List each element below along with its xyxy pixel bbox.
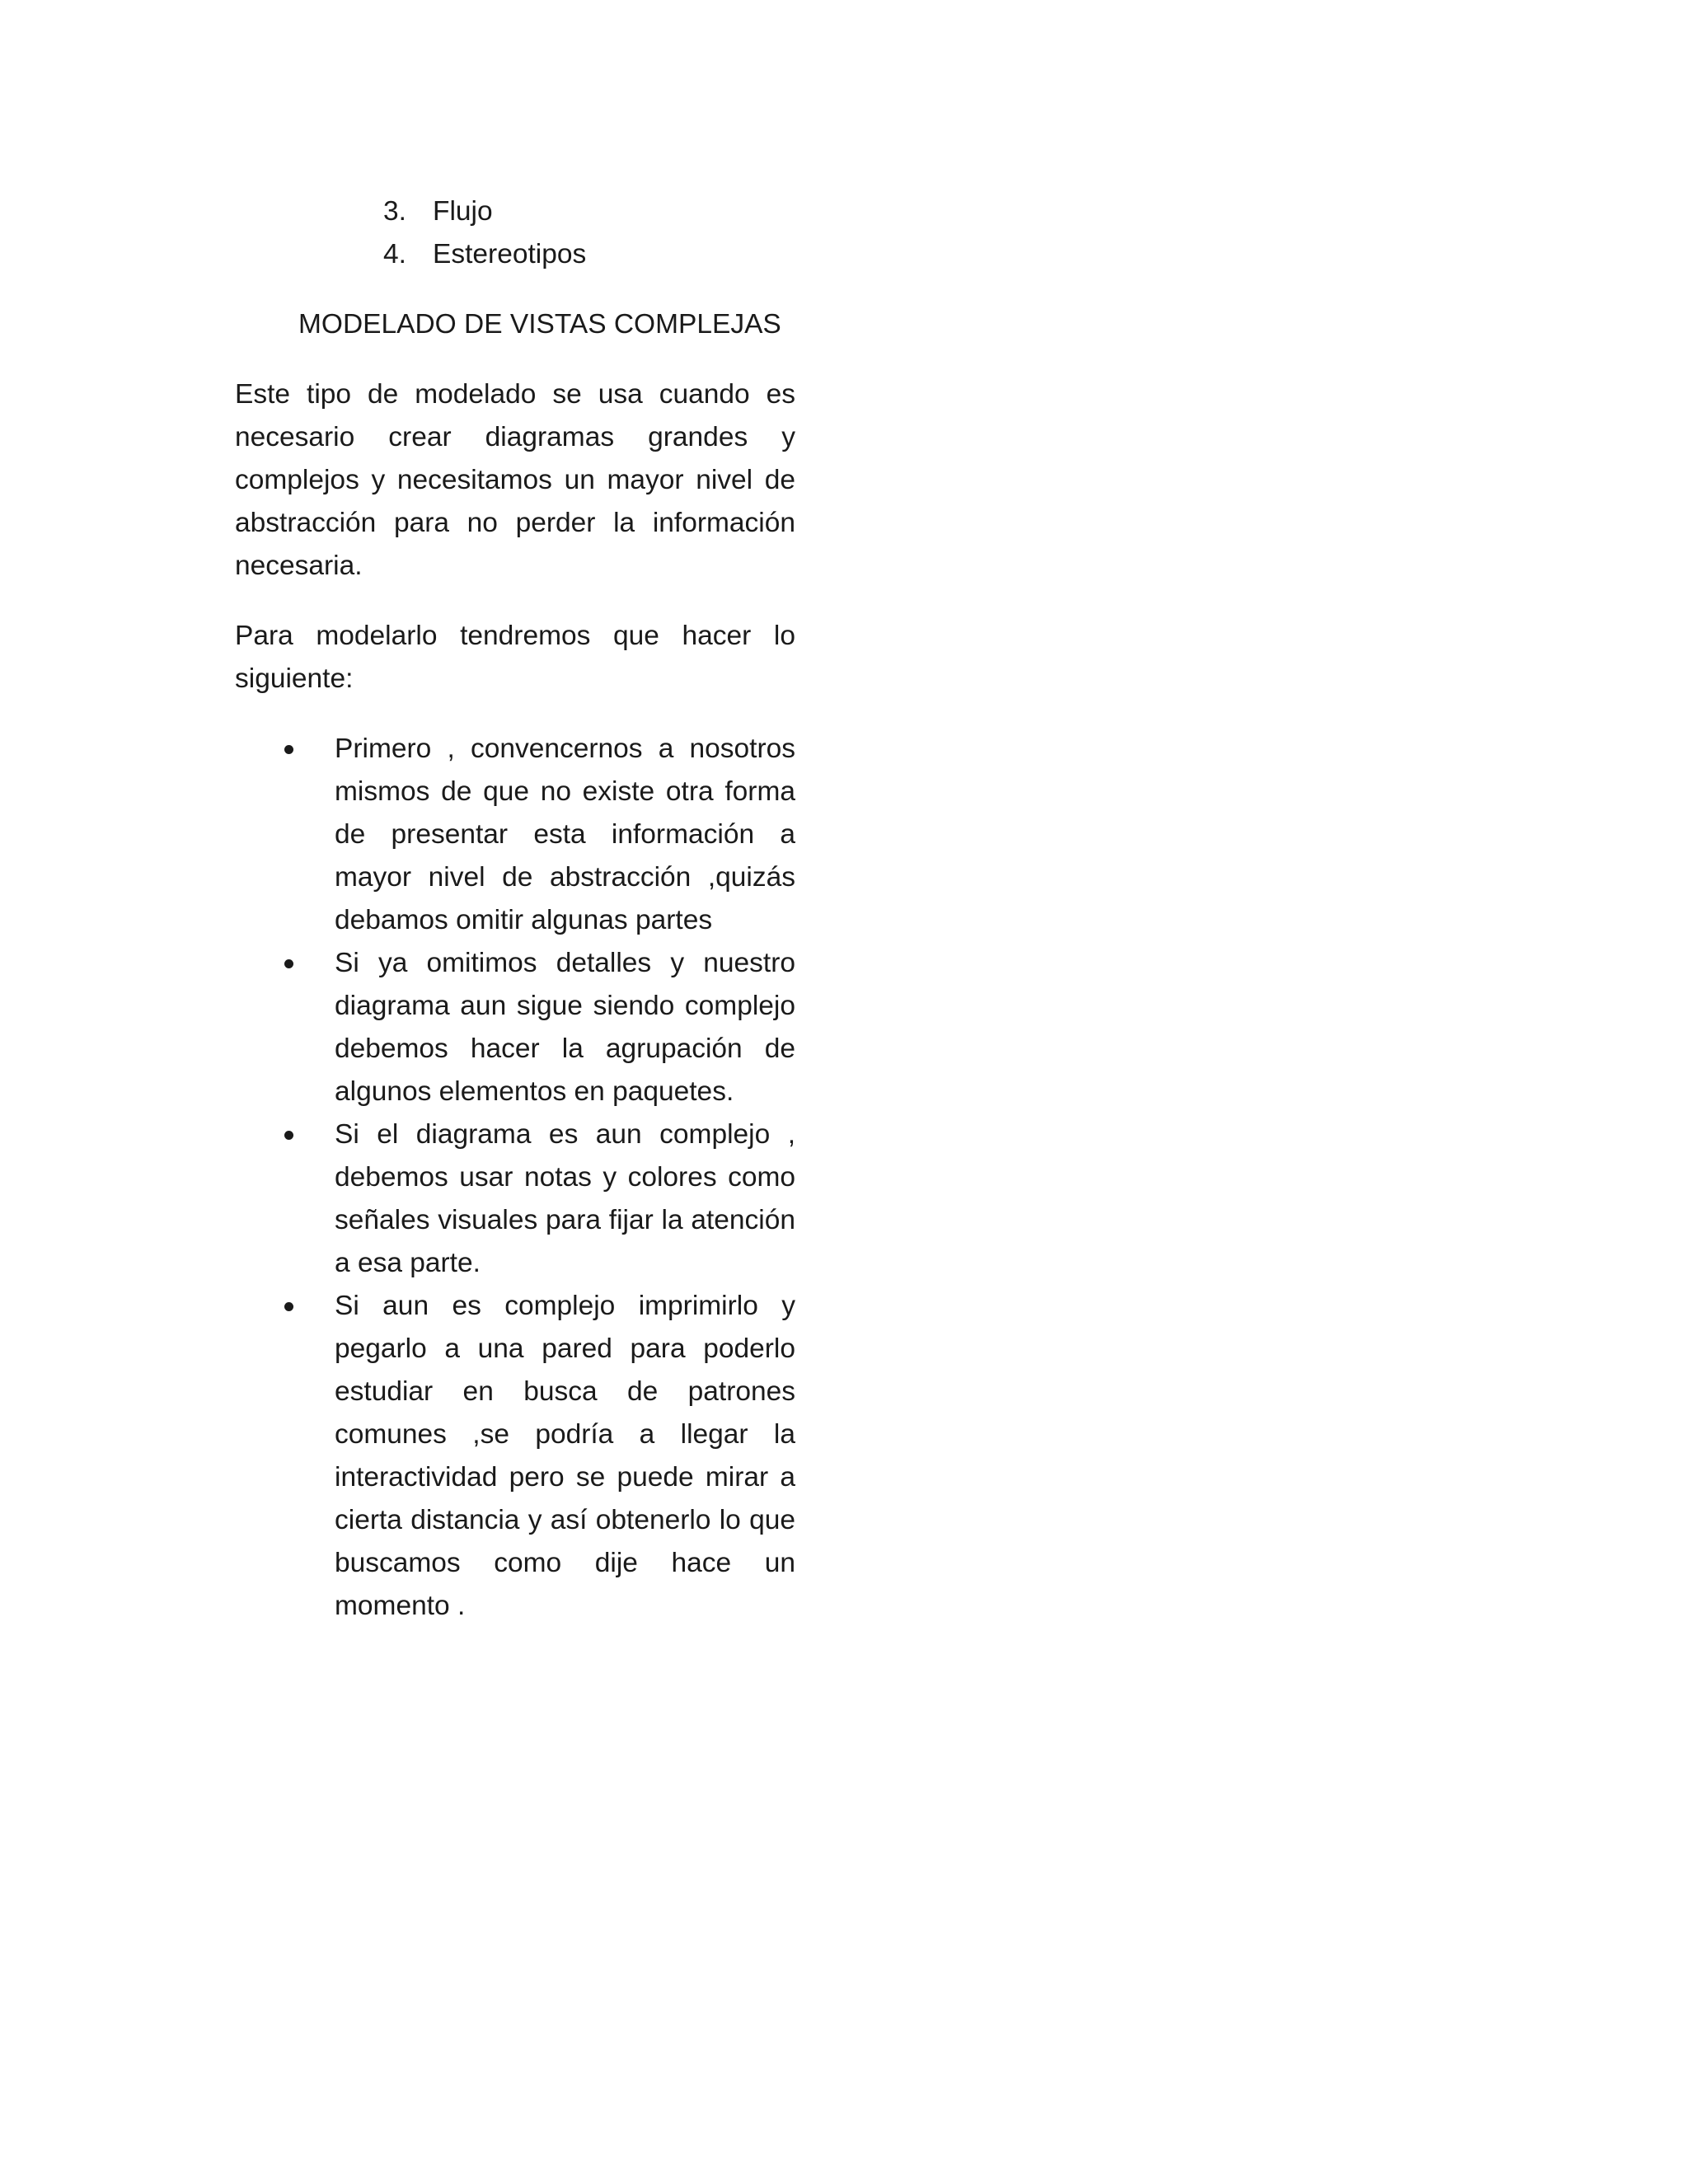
bullet-dot-icon [284,959,293,968]
list-item-number: 3. [383,196,406,227]
bullet-dot-icon [284,745,293,754]
bullet-text: Primero , convencernos a nosotros mismos de que no existe otra forma de presentar esta información a mayor nivel de abstracción ,quizás debamos omitir algunas partes [335,733,795,935]
list-item-text: Flujo [433,196,493,227]
bullet-list [235,728,795,1628]
bullet-dot-icon [284,1302,293,1311]
bullet-text: Si el diagrama es aun complejo , debemos usar notas y colores como señales visuales para fijar la atención a esa parte. [335,1119,795,1278]
list-item-number: 4. [383,239,406,269]
list-item [235,233,795,276]
text-column [235,190,795,1628]
bullet-text: Si aun es complejo imprimirlo y pegarlo a una pared para poderlo estudiar en busca de patrones comunes ,se podría a llegar la interactividad pero se puede mirar a cierta distancia y así obtenerlo lo que buscamos como dije hace un momento . [335,1291,795,1621]
bullet-dot-icon [284,1131,293,1140]
bullet-item [235,1113,795,1285]
bullet-item [235,942,795,1113]
section-heading: MODELADO DE VISTAS COMPLEJAS [298,309,781,340]
list-item-text: Estereotipos [433,239,587,269]
bullet-item [235,1285,795,1628]
bullet-item [235,728,795,942]
numbered-list [235,190,795,276]
list-item [235,190,795,233]
intro-paragraph: Este tipo de modelado se usa cuando es necesario crear diagramas grandes y complejos y necesitamos un mayor nivel de abstracción para no perder la información necesaria. [235,379,795,581]
steps-paragraph: Para modelarlo tendremos que hacer lo siguiente: [235,621,795,694]
bullet-text: Si ya omitimos detalles y nuestro diagrama aun sigue siendo complejo debemos hacer la agrupación de algunos elementos en paquetes. [335,948,795,1107]
